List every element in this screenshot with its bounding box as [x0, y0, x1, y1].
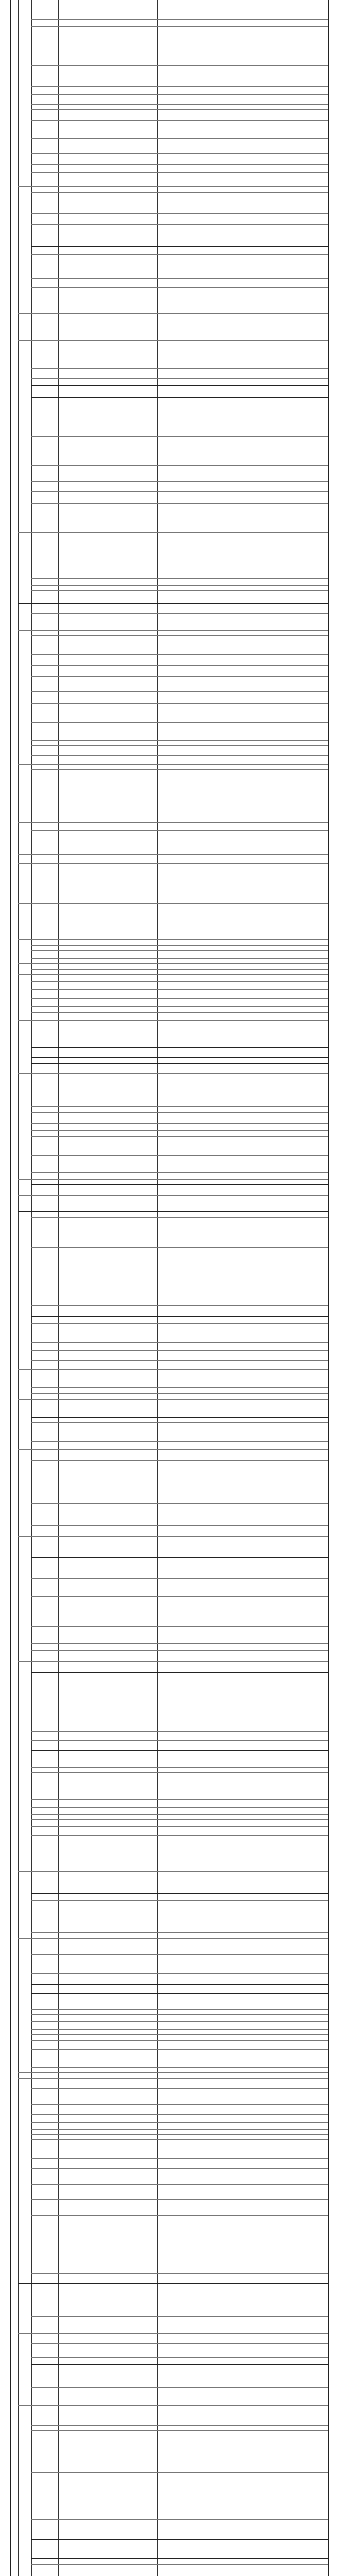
table-row-border: [31, 503, 328, 504]
table-row-border: [31, 1417, 328, 1418]
table-row-border: [31, 86, 328, 87]
table-row-border: [31, 1305, 328, 1306]
table-row-border: [18, 1369, 328, 1370]
table-row-border: [31, 104, 328, 105]
table-row-border: [31, 1932, 328, 1933]
table-row-border: [31, 1893, 328, 1894]
table-row-border: [31, 1596, 328, 1597]
table-row-border: [18, 313, 328, 314]
table-row-border: [18, 2078, 328, 2079]
table-row-border: [18, 1020, 328, 1021]
table-row-border: [31, 287, 328, 288]
table-row-border: [31, 2273, 328, 2274]
table-row-border: [18, 854, 328, 855]
table-row-border: [31, 2122, 328, 2123]
table-row-border: [31, 2009, 328, 2010]
table-row-border: [31, 2387, 328, 2388]
table-row-border: [31, 755, 328, 756]
table-row-border: [31, 590, 328, 591]
table-row-border: [31, 665, 328, 666]
table-row-border: [31, 164, 328, 165]
table-row-border: [31, 26, 328, 27]
table-row-border: [18, 939, 328, 940]
table-row-border: [31, 1350, 328, 1351]
table-row-border: [31, 481, 328, 482]
table-row-border: [31, 1672, 328, 1673]
table-row-border: [31, 491, 328, 492]
table-row-border: [31, 2029, 328, 2030]
table-row-border: [31, 2021, 328, 2022]
table-row-border: [31, 1323, 328, 1324]
table-row-border: [31, 1740, 328, 1741]
table-row-border: [18, 2283, 328, 2284]
table-row-border: [18, 1195, 328, 1196]
data-table: [10, 0, 329, 2576]
table-row-border: [31, 1184, 328, 1185]
table-row-border: [31, 1750, 328, 1751]
column-divider: [18, 0, 19, 2576]
table-row-border: [31, 1626, 328, 1627]
table-row-border: [31, 1006, 328, 1007]
table-row-border: [31, 224, 328, 225]
table-row-border: [31, 172, 328, 173]
table-row-border: [31, 2040, 328, 2041]
table-row-border: [31, 1441, 328, 1442]
table-row-border: [31, 1422, 328, 1423]
table-row-border: [31, 246, 328, 247]
table-row-border: [31, 1819, 328, 1820]
table-row-border: [31, 1123, 328, 1124]
table-row-border: [31, 1172, 328, 1173]
table-row-border: [31, 2316, 328, 2317]
table-row-border: [31, 278, 328, 279]
table-row-border: [31, 19, 328, 20]
table-row-border: [31, 1900, 328, 1901]
table-row-border: [31, 1136, 328, 1137]
table-row-border: [31, 1643, 328, 1644]
table-row-border: [31, 1155, 328, 1156]
table-row-border: [31, 950, 328, 951]
table-row-border: [31, 2114, 328, 2115]
table-row-border: [18, 1871, 328, 1872]
table-row-border: [18, 2333, 328, 2334]
table-row-border: [31, 1772, 328, 1773]
table-row-border: [31, 2139, 328, 2140]
table-row-border: [31, 1112, 328, 1113]
table-row-border: [18, 974, 328, 975]
table-row-border: [31, 192, 328, 193]
table-row-border: [18, 603, 328, 604]
table-row-border: [31, 1954, 328, 1955]
table-row-border: [31, 65, 328, 66]
table-row-border: [18, 2072, 328, 2073]
table-row-border: [18, 1938, 328, 1939]
table-row-border: [31, 2357, 328, 2358]
table-row-border: [18, 630, 328, 631]
table-row-border: [31, 465, 328, 466]
table-row-border: [31, 635, 328, 636]
table-row-border: [31, 2539, 328, 2540]
table-row-border: [18, 903, 328, 904]
table-row-border: [31, 989, 328, 990]
table-row-border: [31, 1106, 328, 1107]
table-row-border: [31, 1993, 328, 1994]
table-row-border: [31, 1387, 328, 1388]
table-row-border: [18, 186, 328, 187]
table-row-border: [31, 1814, 328, 1815]
table-row-border: [31, 2049, 328, 2050]
table-row-border: [31, 2088, 328, 2089]
table-row-border: [31, 1650, 328, 1651]
table-row-border: [31, 2425, 328, 2426]
table-row-border: [18, 1211, 328, 1212]
table-row-border: [31, 2343, 328, 2344]
table-row-border: [31, 1393, 328, 1394]
table-row-border: [18, 863, 328, 864]
table-row-border: [31, 2215, 328, 2216]
table-row-border: [31, 436, 328, 437]
table-row-border: [31, 1984, 328, 1985]
table-row-border: [31, 998, 328, 999]
table-row-border: [31, 378, 328, 379]
table-row-border: [31, 2158, 328, 2159]
table-row-border: [31, 1217, 328, 1218]
table-row-border: [18, 2405, 328, 2406]
table-row-border: [18, 1073, 328, 1074]
table-row-border: [18, 1399, 328, 1400]
table-row-border: [31, 2364, 328, 2365]
table-row-border: [31, 2168, 328, 2169]
table-row-border: [31, 830, 328, 831]
table-row-border: [31, 1826, 328, 1827]
table-row-border: [31, 613, 328, 614]
table-row-border: [31, 1807, 328, 1808]
table-row-border: [31, 2519, 328, 2520]
table-row-border: [31, 2472, 328, 2473]
table-row-border: [31, 94, 328, 95]
table-row-border: [31, 676, 328, 677]
table-row-border: [31, 969, 328, 970]
table-row-border: [31, 138, 328, 139]
table-row-border: [31, 2134, 328, 2135]
table-row-border: [31, 585, 328, 586]
table-row-border: [31, 1799, 328, 1800]
table-row-border: [31, 2129, 328, 2130]
table-row-border: [31, 1130, 328, 1131]
table-row-border: [31, 1460, 328, 1461]
table-row-border: [31, 2564, 328, 2565]
table-row-border: [31, 2067, 328, 2068]
table-row-border: [31, 120, 328, 121]
table-row-border: [31, 769, 328, 770]
table-row-border: [18, 822, 328, 823]
table-row-border: [18, 764, 328, 765]
table-row-border: [31, 109, 328, 110]
table-row-border: [18, 963, 328, 964]
table-row-border: [18, 1536, 328, 1537]
table-row-border: [31, 722, 328, 723]
table-row-border: [31, 1047, 328, 1048]
table-row-border: [31, 368, 328, 369]
table-row-border: [31, 397, 328, 398]
table-row-border: [31, 1063, 328, 1064]
table-row-border: [18, 340, 328, 341]
table-row-border: [31, 958, 328, 959]
table-row-border: [31, 945, 328, 946]
table-row-border: [31, 1012, 328, 1013]
table-row-border: [31, 654, 328, 655]
table-row-border: [18, 1179, 328, 1180]
table-row-border: [31, 1525, 328, 1526]
table-row-border: [31, 254, 328, 255]
table-row-border: [31, 703, 328, 704]
table-row-border: [31, 745, 328, 746]
table-row-border: [31, 1503, 328, 1504]
table-row-border: [31, 1057, 328, 1058]
table-row-border: [31, 691, 328, 692]
table-row-border: [31, 1360, 328, 1361]
table-row-border: [31, 385, 328, 386]
table-row-border: [18, 1449, 328, 1450]
table-row-border: [31, 1835, 328, 1836]
table-row-border: [31, 2014, 328, 2015]
table-row-border: [31, 740, 328, 741]
table-row-border: [31, 1247, 328, 1248]
table-row-border: [31, 1767, 328, 1768]
table-row-border: [31, 2034, 328, 2035]
table-row-border: [18, 532, 328, 533]
table-row-border: [31, 2430, 328, 2431]
table-row-border: [31, 2184, 328, 2185]
table-row-border: [31, 1578, 328, 1579]
table-row-border: [31, 1342, 328, 1343]
table-row-border: [31, 1316, 328, 1317]
table-row-border: [31, 1731, 328, 1732]
table-row-border: [31, 153, 328, 154]
table-row-border: [31, 213, 328, 214]
table-row-border: [31, 1973, 328, 1974]
table-row-border: [31, 981, 328, 982]
table-row-border: [18, 1661, 328, 1662]
table-row-border: [31, 2104, 328, 2105]
table-row-border: [31, 1557, 328, 1558]
table-row-border: [31, 2558, 328, 2559]
table-row-border: [31, 578, 328, 579]
table-row-border: [31, 2199, 328, 2200]
